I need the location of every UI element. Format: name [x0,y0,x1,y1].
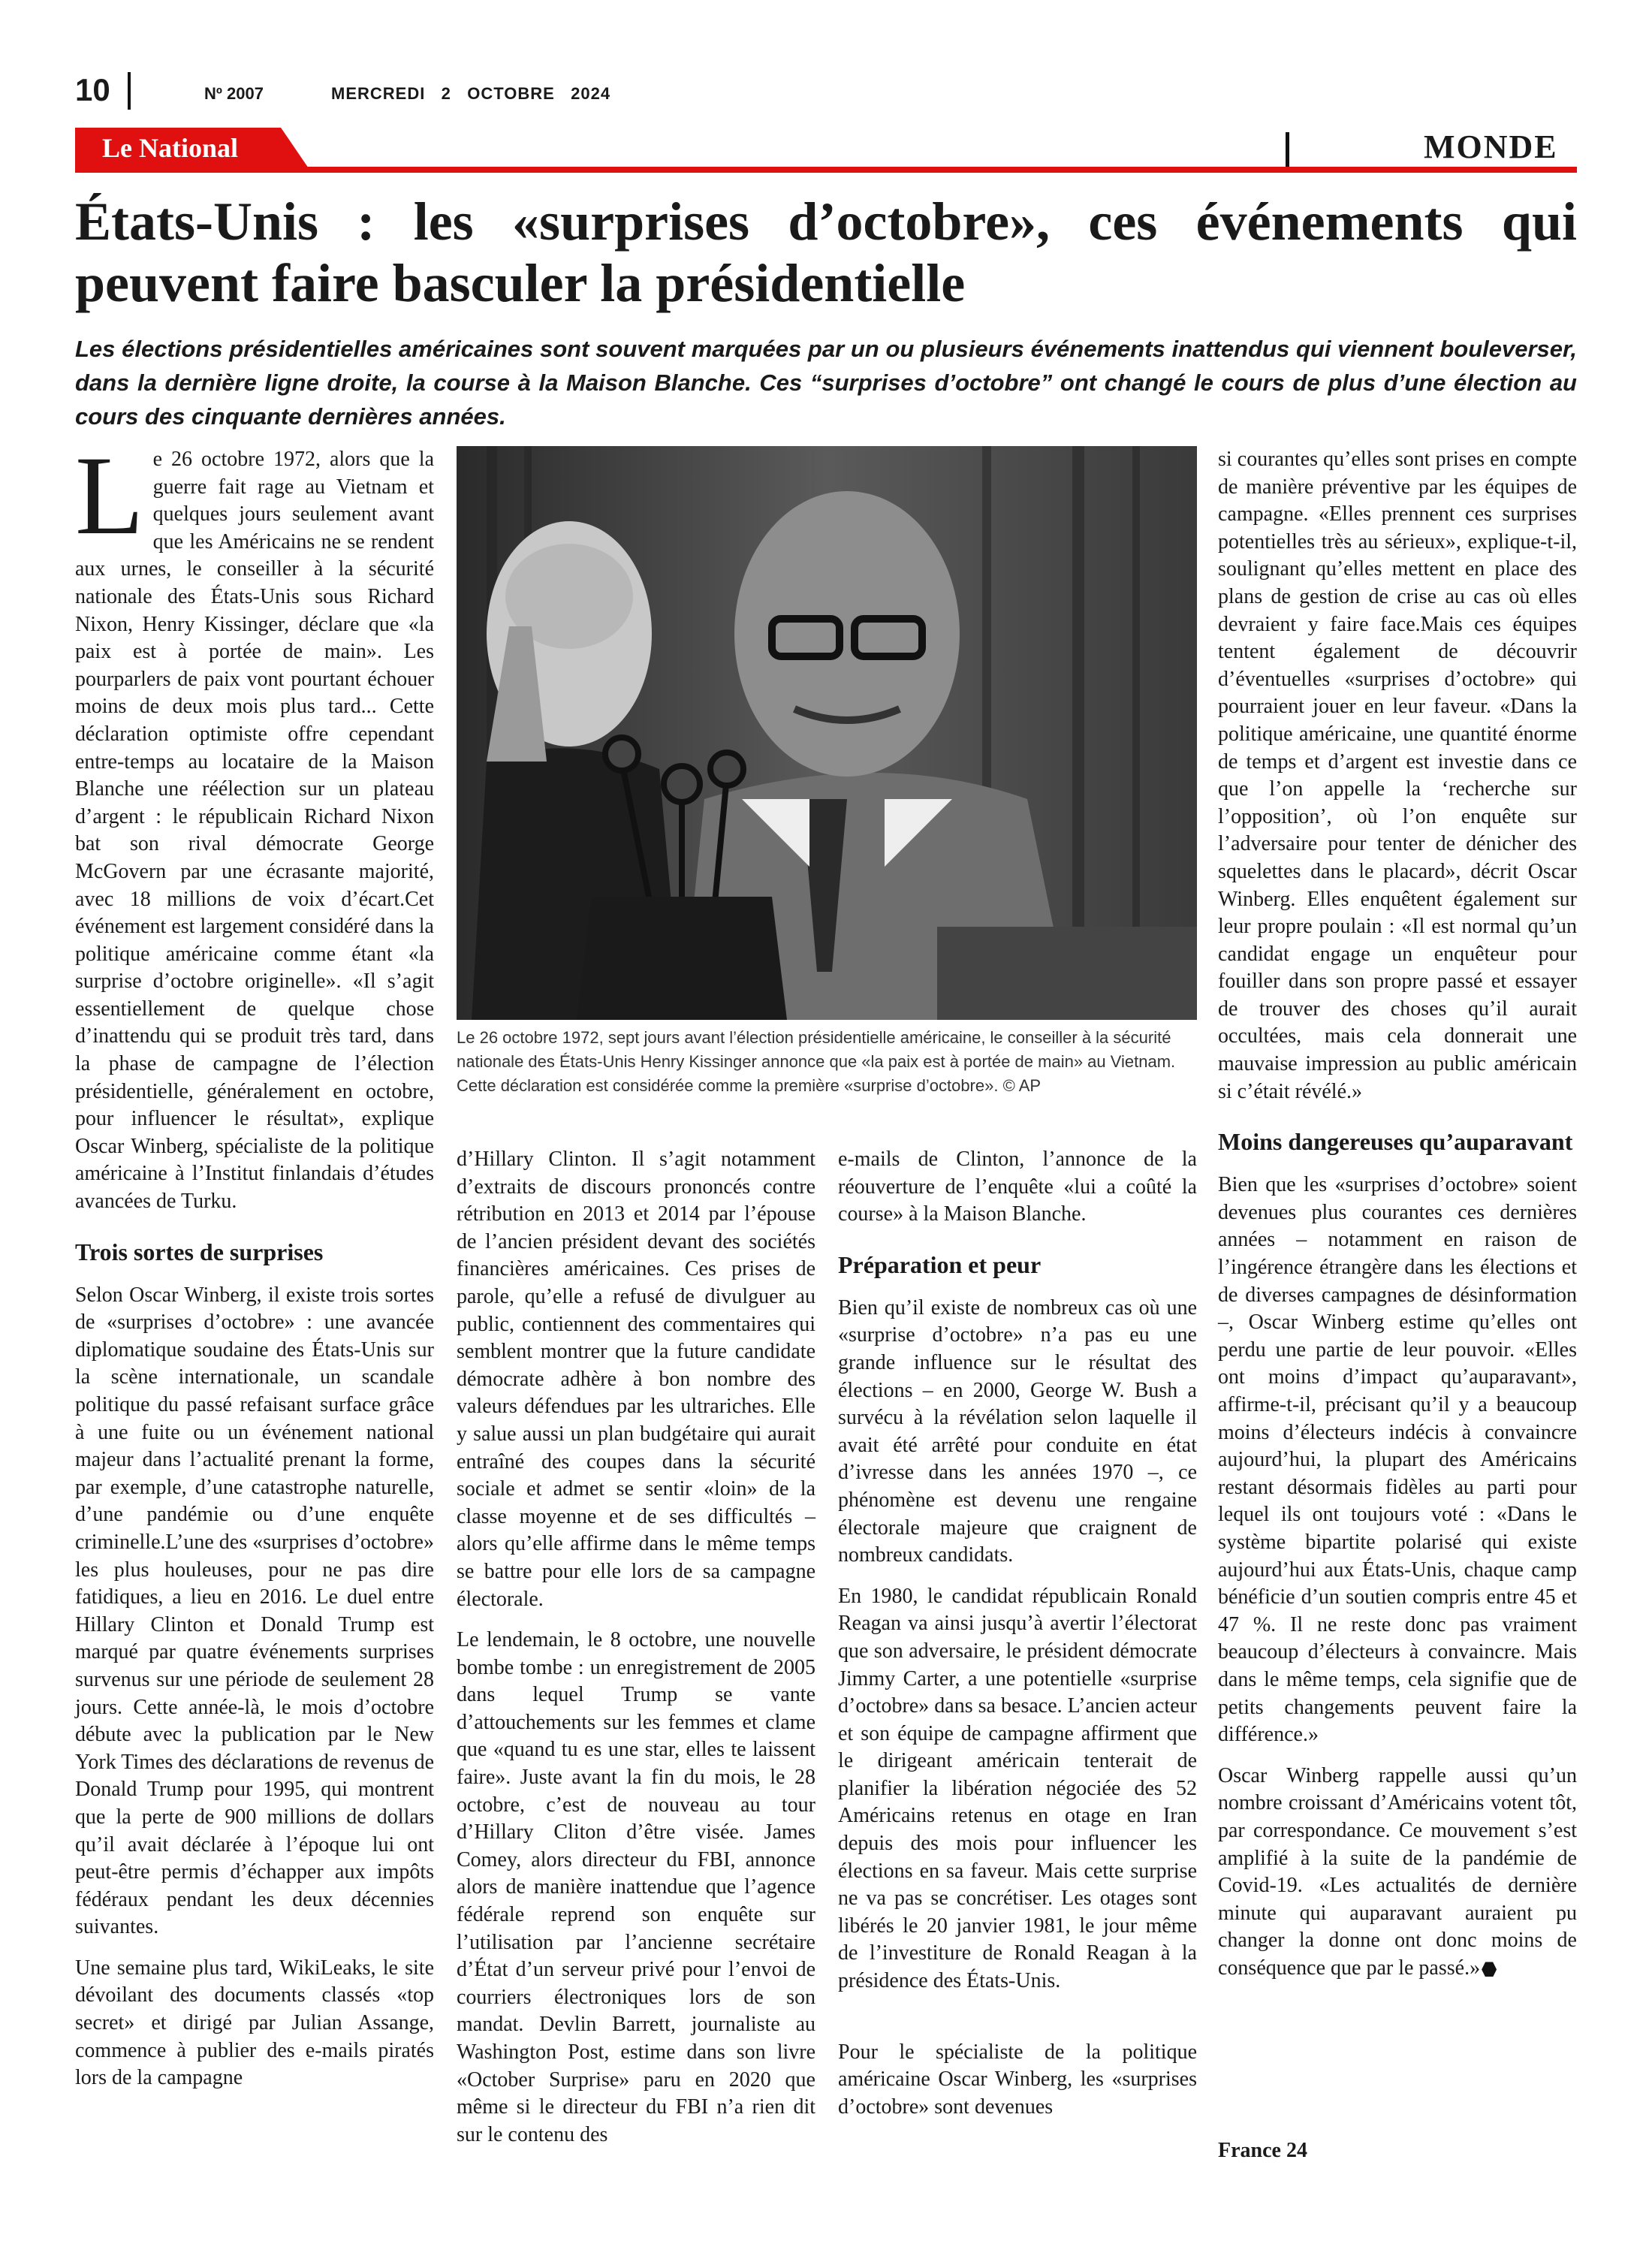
paragraph: d’Hillary Clinton. Il s’agit notamment d’extraits de discours prononcés contre rétribution en 2013 et 2014 par l’épouse de l’ancien président devant des sociétés financières américaines. Ces prises de parole, qu’elle a refusé de divulguer au public, contiennent des commentaires qui semblent montrer que la future candidate démocrate adhère à bon nombre des valeurs défendues par les ultrariches. Elle y salue aussi un plan budgétaire qui aurait entraîné des coupes dans la sécurité sociale et admet se sentir «loin» de la classe moyenne et de ses difficultés – alors qu’elle affirme dans le même temps se battre pour elle lors de sa campagne électorale. [457,1148,815,1611]
issue-number: Nº 2007 [204,84,264,103]
subheading: Préparation et peur [838,1250,1042,1278]
page-number: 10 [75,72,110,107]
headline: États-Unis : les «surprises d’octobre», ces événements qui peuvent faire basculer la présidentielle [75,192,1577,313]
deck: Les élections présidentielles américaines sont souvent marquées par un ou plusieurs événements inattendus qui viennent bouleverser, dans la dernière ligne droite, la course à la Maison Blanche. Ces “surprises d’octobre” ont changé le cours de plus d’une élection au cours des cinquante dernières années. [75,336,1577,430]
kissinger-photo [457,446,1197,1020]
drop-cap: L [75,433,144,558]
column-2 [457,1146,815,2162]
paragraph: En 1980, le candidat républicain Ronald Reagan va ainsi jusqu’à avertir l’électorat que son adversaire, le président démocrate Jimmy Carter, a une potentielle «surprise d’octobre» dans sa besace. L’ancien acteur et son équipe de campagne affirment que le dirigeant américain tenterait de planifier la libération négociée des 52 Américains retenus en otage en Iran depuis des mois pour influencer les élections en sa faveur. Mais cette surprise ne va pas se concrétiser. Les otages sont libérés le 20 janvier 1981, le jour même de l’investiture de Ronald Reagan à la présidence des États-Unis. [838,1584,1197,1993]
column-1 [75,433,434,2106]
column-3 [838,1146,1197,2134]
paragraph: e-mails de Clinton, l’annonce de la réouverture de l’enquête «lui a coûté la course» à la Maison Blanche. [838,1148,1197,1226]
paragraph: Pour le spécialiste de la politique américaine Oscar Winberg, les «surprises d’octobre» sont devenues [838,2040,1197,2119]
paragraph: Le lendemain, le 8 octobre, une nouvelle bombe tombe : un enregistrement de 2005 dans lequel Trump se vante d’attouchements sur les femmes et clame que «quand tu es une star, elles te laissent faire». Juste avant la fin du mois, le 28 octobre, c’est de nouveau au tour d’Hillary Cliton d’être visée. James Comey, alors directeur du FBI, annonce alors de manière inattendue que l’agence fédérale reprend son enquête sur l’utilisation par l’ancienne secrétaire d’État d’un serveur privé pour l’envoi de courriers électroniques lors de son mandat. Devlin Barrett, journaliste au Washington Post, estime dans son livre «October Surprise» paru en 2020 que même si le directeur du FBI n’a rien dit sur le contenu des [457,1628,815,2146]
paragraph: Oscar Winberg rappelle aussi qu’un nombre croissant d’Américains votent tôt, par correspondance. Ce mouvement s’est amplifié à la suite de la pandémie de Covid-19. «Les actualités de dernière minute qui auparavant auraient pu changer la donne ont donc moins de conséquence que par le passé.» [1218,1763,1577,1980]
end-mark-icon [1482,1962,1497,1977]
subheading: Trois sortes de surprises [75,1238,324,1265]
page-number-divider [128,72,131,110]
issue-date: MERCREDI 2 OCTOBRE 2024 [331,84,611,103]
subheading: Moins dangereuses qu’auparavant [1218,1128,1573,1156]
paragraph: Selon Oscar Winberg, il existe trois sortes de «surprises d’octobre» : une avancée diplomatique soudaine des États-Unis sur la scène internationale, un scandale politique du passé refaisant surface grâce à une fuite ou un événement national majeur dans l’actualité prenant la forme, par exemple, d’une catastrophe naturelle, d’une pandémie ou d’une enquête criminelle.L’une des «surprises d’octobre» les plus houleuses, pour ne pas dire fatidiques, a lieu en 2016. Le duel entre Hillary Clinton et Donald Trump est marqué par quatre événements surprises survenus sur une période de seulement 28 jours. Cette année-là, le mois d’octobre débute avec la publication par le New York Times des déclarations de revenus de Donald Trump pour 1995, qui montrent que la perte de 900 millions de dollars qu’il avait déclarée à l’époque lui ont peut-être permis d’échapper aux impôts fédéraux pendant les deux décennies suivantes. [75,1283,434,1939]
paragraph: Bien que les «surprises d’octobre» soient devenues plus courantes ces dernières années – notamment en raison de l’ingérence étrangère dans les élections et de diverses campagnes de désinformation –, Oscar Winberg estime qu’elles ont perdu une partie de leur pouvoir. «Elles ont moins d’impact qu’auparavant», affirme-t-il, précisant qu’il y a beaucoup moins d’électeurs indécis à convaincre aujourd’hui, la plupart des Américains restant désormais fidèles au parti pour lequel ils ont toujours voté : «Dans le système bipartite polarisé qui existe aujourd’hui aux États-Unis, chaque camp bénéficie d’un soutien compris entre 45 et 47 %. Il ne reste donc pas vraiment beaucoup d’électeurs à convaincre. Mais dans le même temps, cela signifie que de petits changements peuvent faire la différence.» [1218,1173,1577,1747]
paragraph: Bien qu’il existe de nombreux cas où une «surprise d’octobre» n’a pas eu une grande influence sur le résultat des élections – en 2000, George W. Bush a survécu à la révélation selon laquelle il avait été arrêté pour conduite en état d’ivresse dans les années 1970 –, ce phénomène est devenu une rengaine électorale majeure que craignent de nombreux candidats. [838,1295,1197,1567]
column-4 [1218,446,1577,1995]
section-label: MONDE [1424,128,1558,165]
paragraph: e 26 octobre 1972, alors que la guerre fait rage au Vietnam et quelques jours seulement avant que les Américains ne se rendent aux urnes, le conseiller à la sécurité nationale des États-Unis sous Richard Nixon, Henry Kissinger, déclare que «la paix est à portée de main». Les pourparlers de paix vont pourtant échouer moins de deux mois plus tard... Cette déclaration optimiste offre cependant entre-temps au locataire de la Maison Blanche une réélection sur un plateau d’argent : le républicain Richard Nixon bat son rival démocrate George McGovern par une écrasante majorité, avec 18 millions de voix d’écart.Cet événement est largement considéré dans la politique américaine comme étant «la surprise d’octobre originelle». «Il s’agit essentiellement de quelque chose d’inattendu qui se produit très tard, dans la phase de campagne de l’élection présidentielle, généralement en octobre, pour influencer le résultat», explique Oscar Winberg, spécialiste de la politique américaine à l’Institut finlandais d’études avancées de Turku. [75,448,434,1214]
paper-name: Le National [102,133,239,163]
photo-caption: Le 26 octobre 1972, sept jours avant l’élection présidentielle américaine, le conseiller à la sécurité nationale des États-Unis Henry Kissinger annonce que «la paix est à portée de main» au Vietnam. Cette déclaration est considérée comme la première «surprise d’octobre». © AP [457,1028,1176,1095]
section-divider [1286,132,1289,167]
paragraph: Une semaine plus tard, WikiLeaks, le site dévoilant des documents classés «top secret» et dirigé par Julian Assange, commence à publier des e-mails piratés lors de la campagne [75,1956,434,2090]
source-credit: France 24 [1218,2139,1307,2162]
paragraph: si courantes qu’elles sont prises en compte de manière préventive par les équipes de campagne. «Elles prennent ces surprises potentielles très au sérieux», explique-t-il, soulignant qu’elles mettent en place des plans de gestion de crise au cas où elles devraient y faire face.Mais ces équipes tentent également de découvrir d’éventuelles «surprises d’octobre» qui pourraient jouer en leur faveur. «Dans la politique américaine, une quantité énorme de temps et d’argent est investie dans ce que l’on appelle la ‘recherche sur l’opposition’, où l’on enquête sur l’adversaire pour tenter de dénicher des squelettes dans le placard», décrit Oscar Winberg. Elles enquêtent également sur leur propre poulain : «Il est normal qu’un candidat engage un enquêteur pour fouiller dans son propre passé et essayer de trouver des choses qu’il aurait occultées, mais cela donnerait une mauvaise impression au public américain si c’était révélé.» [1218,448,1577,1103]
